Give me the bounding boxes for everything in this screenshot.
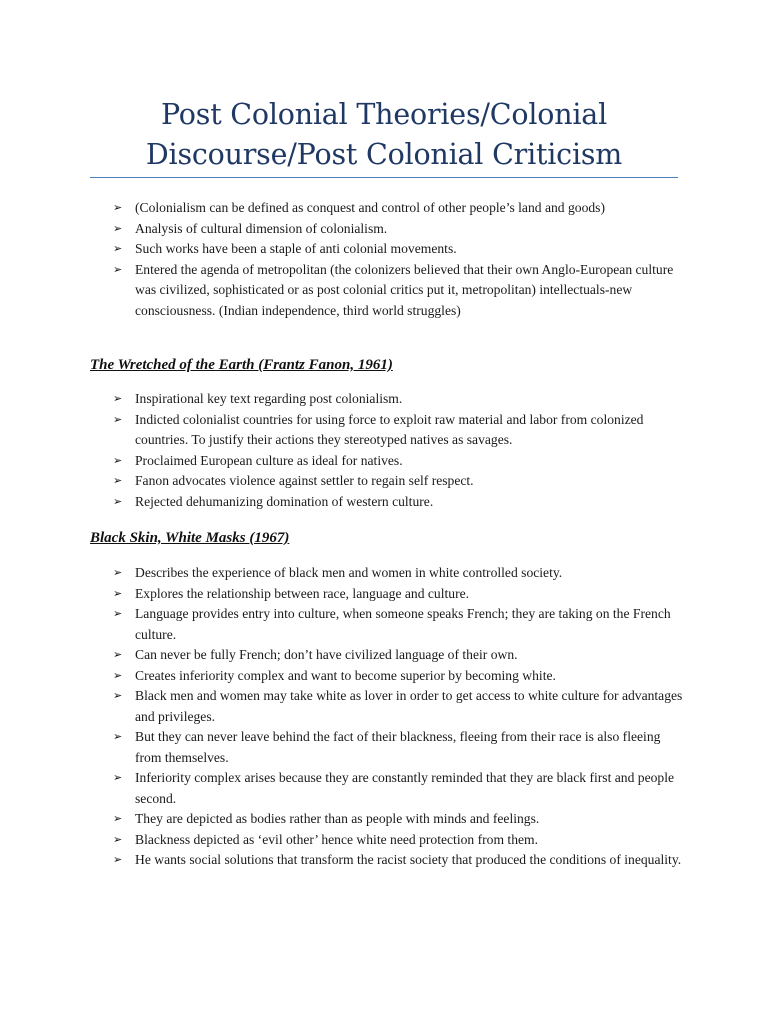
arrow-bullet-icon: ➢ xyxy=(113,668,123,682)
arrow-bullet-icon: ➢ xyxy=(113,607,123,620)
list-item: ➢ Rejected dehumanizing domination of western culture. xyxy=(113,492,683,513)
arrow-bullet-icon: ➢ xyxy=(113,586,123,600)
arrow-bullet-icon: ➢ xyxy=(113,242,123,255)
title-line-2: Discourse/Post Colonial Criticism xyxy=(145,138,623,171)
list-item: ➢ Can never be fully French; don’t have civilized language of their own. xyxy=(113,645,683,666)
arrow-bullet-icon: ➢ xyxy=(113,812,123,825)
arrow-bullet-icon: ➢ xyxy=(113,474,123,487)
wretched-bullet-list xyxy=(113,389,683,512)
list-item: ➢ Inspirational key text regarding post colonialism. xyxy=(113,389,683,410)
arrow-bullet-icon: ➢ xyxy=(113,494,123,508)
arrow-bullet-icon: ➢ xyxy=(113,566,123,579)
arrow-bullet-icon: ➢ xyxy=(113,853,123,866)
arrow-bullet-icon: ➢ xyxy=(113,453,123,467)
arrow-bullet-icon: ➢ xyxy=(113,412,123,426)
list-item: ➢ They are depicted as bodies rather than as people with minds and feelings. xyxy=(113,809,683,830)
title-divider xyxy=(90,177,678,178)
arrow-bullet-icon: ➢ xyxy=(113,221,123,235)
list-item: ➢ He wants social solutions that transform the racist society that produced the conditions of inequality. xyxy=(113,850,683,871)
list-item: ➢ Proclaimed European culture as ideal for natives. xyxy=(113,451,683,472)
document-title xyxy=(90,95,678,175)
arrow-bullet-icon: ➢ xyxy=(113,730,123,743)
title-line-1: Post Colonial Theories/Colonial xyxy=(160,98,608,131)
list-item: ➢ Explores the relationship between race, language and culture. xyxy=(113,584,683,605)
list-item: ➢ But they can never leave behind the fact of their blackness, fleeing from their race is also fleeing from themselves. xyxy=(113,729,661,765)
arrow-bullet-icon: ➢ xyxy=(113,262,123,276)
intro-bullet-list xyxy=(113,198,683,321)
list-item: ➢ Creates inferiority complex and want to become superior by becoming white. xyxy=(113,666,683,687)
arrow-bullet-icon: ➢ xyxy=(113,832,123,846)
list-item: ➢ Inferiority complex arises because they are constantly reminded that they are black first and people second. xyxy=(113,770,675,806)
arrow-bullet-icon: ➢ xyxy=(113,648,123,661)
list-item: ➢ (Colonialism can be defined as conquest and control of other people’s land and goods) xyxy=(113,198,683,219)
list-item: ➢ Black men and women may take white as lover in order to get access to white culture for advantages and privileges. xyxy=(113,688,683,724)
list-item: ➢ Analysis of cultural dimension of colonialism. xyxy=(113,219,683,240)
list-item: ➢ Language provides entry into culture, when someone speaks French; they are taking on the French culture. xyxy=(113,606,671,642)
list-item: ➢ Describes the experience of black men and women in white controlled society. xyxy=(113,563,683,584)
arrow-bullet-icon: ➢ xyxy=(113,771,123,784)
list-item: ➢ Such works have been a staple of anti colonial movements. xyxy=(113,239,683,260)
section-heading-black-skin: Black Skin, White Masks (1967) xyxy=(90,530,290,546)
list-item: ➢ Indicted colonialist countries for using force to exploit raw material and labor from colonized countries. To justify their actions they stereotyped natives as savages. xyxy=(113,411,644,447)
arrow-bullet-icon: ➢ xyxy=(113,689,123,702)
arrow-bullet-icon: ➢ xyxy=(113,201,123,214)
arrow-bullet-icon: ➢ xyxy=(113,392,123,405)
black-skin-bullet-list xyxy=(113,563,683,871)
list-item: ➢ Blackness depicted as ‘evil other’ hence white need protection from them. xyxy=(113,830,683,851)
list-item: ➢ Fanon advocates violence against settler to regain self respect. xyxy=(113,471,683,492)
section-heading-wretched: The Wretched of the Earth (Frantz Fanon, 1961) xyxy=(90,357,393,373)
list-item: ➢ Entered the agenda of metropolitan (the colonizers believed that their own Anglo-European culture was civilized, sophisticated or as post colonial critics put it, metropolitan) intellectuals-new consciousness. (Indian independence, third world struggles) xyxy=(113,261,674,318)
